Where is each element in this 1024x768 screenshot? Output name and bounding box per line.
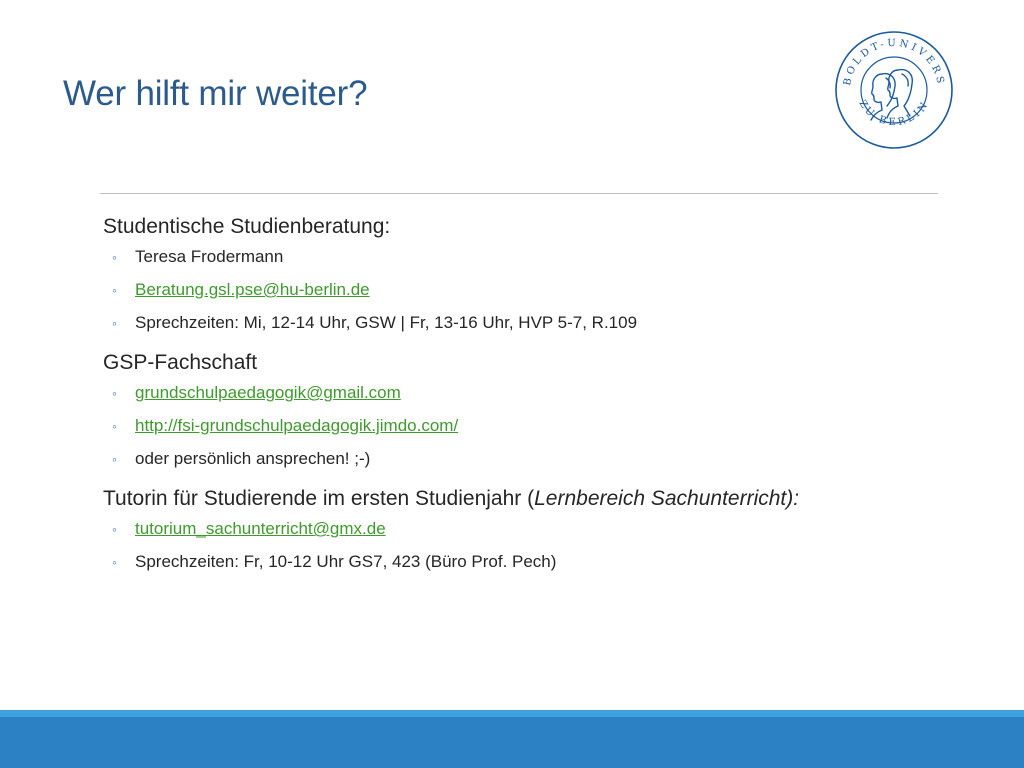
section-studienberatung: [103, 212, 963, 334]
bullet-icon: ◦: [112, 282, 117, 298]
contact-name: Teresa Frodermann: [135, 247, 284, 266]
bullet-list: [103, 382, 963, 470]
section-heading: [103, 484, 963, 514]
bullet-icon: ◦: [112, 385, 117, 401]
logo-text-bottom: ZU BERLIN: [856, 98, 932, 129]
office-hours-text: Sprechzeiten: Fr, 10-12 Uhr GS7, 423 (Büro Prof. Pech): [135, 552, 557, 571]
bullet-icon: ◦: [112, 521, 117, 537]
bullet-icon: ◦: [112, 315, 117, 331]
slide-content: [103, 212, 963, 587]
email-link-fachschaft[interactable]: grundschulpaedagogik@gmail.com: [135, 383, 401, 402]
section-fachschaft: [103, 348, 963, 470]
list-item: [103, 382, 963, 404]
section-heading-text: Tutorin für Studierende im ersten Studienjahr (: [103, 487, 535, 510]
university-seal-icon: [832, 28, 956, 152]
bullet-icon: ◦: [112, 554, 117, 570]
list-item: [103, 518, 963, 540]
website-link-fachschaft[interactable]: http://fsi-grundschulpaedagogik.jimdo.com/: [135, 416, 459, 435]
list-item: [103, 246, 963, 268]
title-divider: [100, 193, 938, 194]
bullet-icon: ◦: [112, 249, 117, 265]
section-heading: GSP-Fachschaft: [103, 351, 258, 374]
humboldt-university-logo: [832, 28, 956, 152]
bullet-icon: ◦: [112, 451, 117, 467]
section-tutorin: [103, 484, 963, 573]
bullet-list: [103, 518, 963, 573]
bullet-list: [103, 246, 963, 334]
logo-text-top: BOLDT-UNIVERS: [842, 37, 947, 88]
svg-text:ZU BERLIN: [856, 98, 931, 128]
footer-band: [0, 717, 1024, 768]
contact-note: oder persönlich ansprechen! ;-): [135, 449, 371, 468]
list-item: [103, 448, 963, 470]
list-item: [103, 415, 963, 437]
section-heading: Studentische Studienberatung:: [103, 215, 391, 238]
list-item: [103, 551, 963, 573]
bullet-icon: ◦: [112, 418, 117, 434]
list-item: [103, 312, 963, 334]
list-item: [103, 279, 963, 301]
email-link-beratung[interactable]: Beratung.gsl.pse@hu-berlin.de: [135, 280, 370, 299]
email-link-tutorium[interactable]: tutorium_sachunterricht@gmx.de: [135, 519, 386, 538]
slide-title: Wer hilft mir weiter?: [63, 74, 368, 113]
office-hours-text: Sprechzeiten: Mi, 12-14 Uhr, GSW | Fr, 13-16 Uhr, HVP 5-7, R.109: [135, 313, 638, 332]
section-heading-italic: Lernbereich Sachunterricht):: [534, 487, 800, 510]
footer-accent-bar: [0, 710, 1024, 717]
